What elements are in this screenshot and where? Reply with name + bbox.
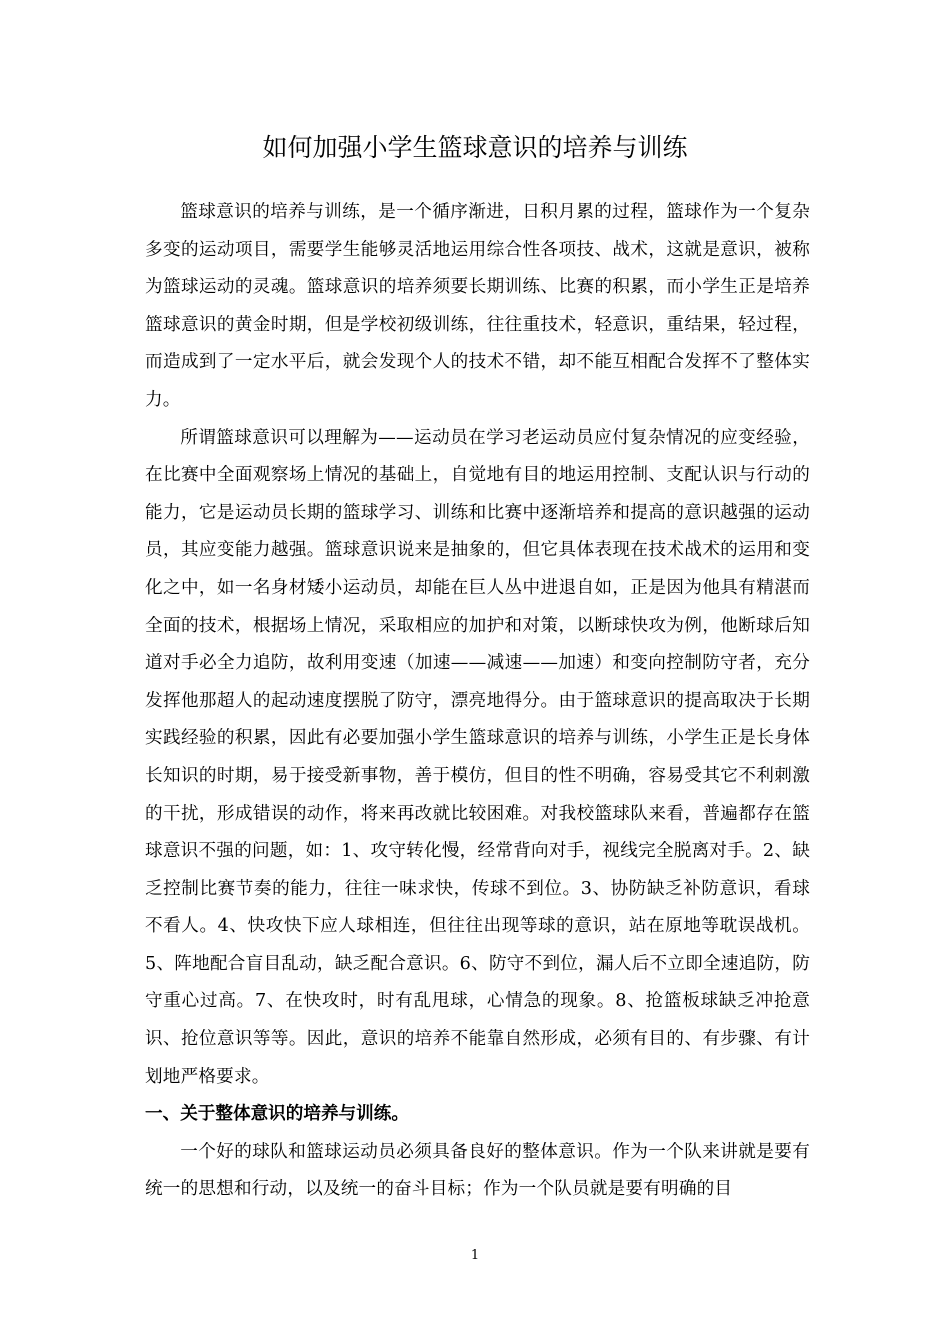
section-paragraph: 一个好的球队和篮球运动员必须具备良好的整体意识。作为一个队来讲就是要有统一的思想和行动，以及统一的奋斗目标；作为一个队员就是要有明确的目 xyxy=(145,1141,810,1200)
document-title: 如何加强小学生篮球意识的培养与训练 xyxy=(262,133,688,162)
document-body xyxy=(145,194,810,1209)
section-heading: 一、关于整体意识的培养与训练。 xyxy=(145,1104,409,1125)
paragraph-intro: 篮球意识的培养与训练，是一个循序渐进，日积月累的过程，篮球作为一个复杂多变的运动项目，需要学生能够灵活地运用综合性各项技、战术，这就是意识，被称为篮球运动的灵魂。篮球意识的培养须要长期训练、比赛的积累，而小学生正是培养篮球意识的黄金时期，但是学校初级训练，往往重技术，轻意识，重结果，轻过程，而造成到了一定水平后，就会发现个人的技术不错，却不能互相配合发挥不了整体实力。 xyxy=(145,202,810,410)
page-number: 1 xyxy=(470,1248,480,1263)
paragraph-definition: 所谓篮球意识可以理解为——运动员在学习老运动员应付复杂情况的应变经验，在比赛中全面观察场上情况的基础上，自觉地有目的地运用控制、支配认识与行动的能力，它是运动员长期的篮球学习、训练和比赛中逐渐培养和提高的意识越强的运动员，其应变能力越强。篮球意识说来是抽象的，但它具体表现在技术战术的运用和变化之中，如一名身材矮小运动员，却能在巨人丛中进退自如，正是因为他具有精湛而全面的技术，根据场上情况，采取相应的加护和对策，以断球快攻为例，他断球后知道对手必全力追防，故利用变速（加速——减速——加速）和变向控制防守者，充分发挥他那超人的起动速度摆脱了防守，漂亮地得分。由于篮球意识的提高取决于长期实践经验的积累，因此有必要加强小学生篮球意识的培养与训练，小学生正是长身体长知识的时期，易于接受新事物，善于模仿，但目的性不明确，容易受其它不利刺激的干扰，形成错误的动作，将来再改就比较困难。对我校篮球队来看，普遍都存在篮球意识不强的问题，如：1、攻守转化慢，经常背向对手，视线完全脱离对手。2、缺乏控制比赛节奏的能力，往往一味求快，传球不到位。3、协防缺乏补防意识，看球不看人。4、快攻快下应人球相连，但往往出现等球的意识，站在原地等耽误战机。5、阵地配合盲目乱动，缺乏配合意识。6、防守不到位，漏人后不立即全速追防，防守重心过高。7、在快攻时，时有乱甩球，心情急的现象。8、抢篮板球缺乏冲抢意识、抢位意识等等。因此，意识的培养不能靠自然形成，必须有目的、有步骤、有计划地严格要求。 xyxy=(145,427,810,1087)
